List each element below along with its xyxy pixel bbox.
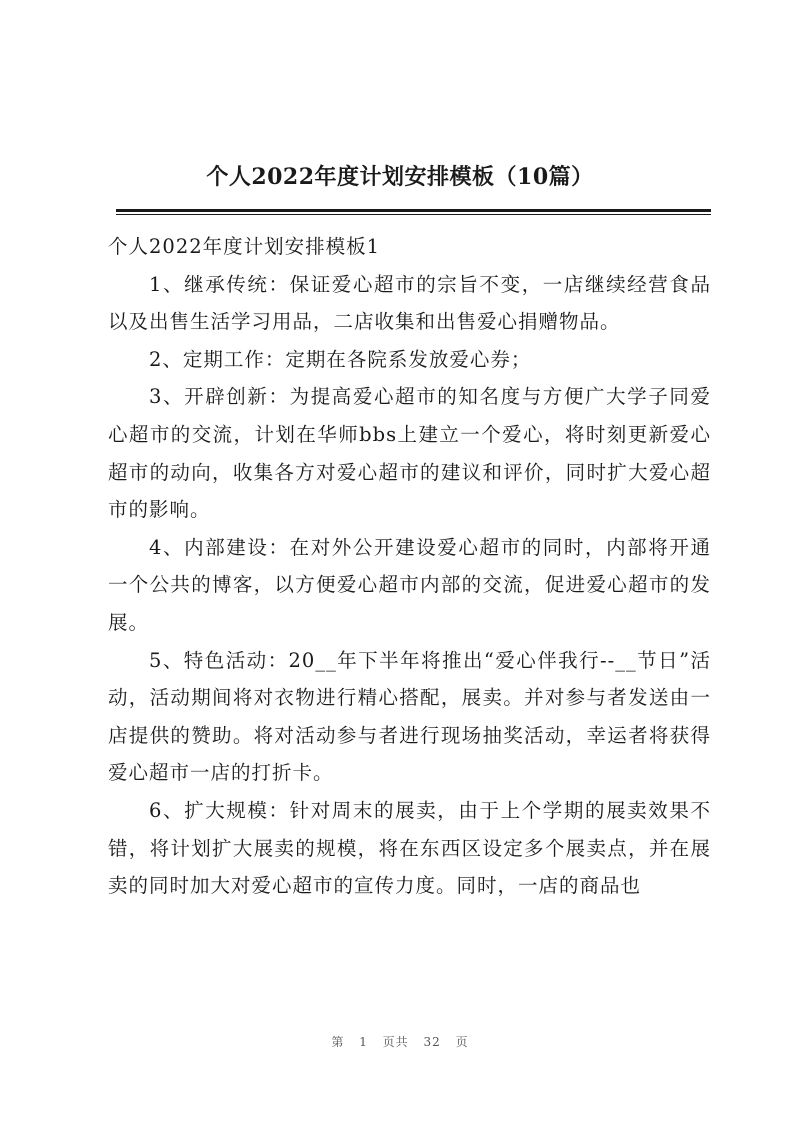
paragraph-4: 4、内部建设：在对外公开建设爱心超市的同时，内部将开通一个公共的博客，以方便爱心超市内部的交流，促进爱心超市的发展。: [108, 535, 711, 634]
title-divider: [116, 209, 711, 212]
paragraph-2: 2、定期工作：定期在各院系发放爱心券；: [149, 347, 532, 371]
document-title: 个人2022年度计划安排模板（10篇）: [206, 164, 594, 190]
page-label-suffix: 页: [455, 1035, 469, 1049]
title-divider-thin: [116, 214, 711, 215]
paragraph-1: 1、继承传统：保证爱心超市的宗旨不变，一店继续经营食品以及出售生活学习用品，二店收集和出售爱心捐赠物品。: [108, 272, 711, 334]
page-footer: [0, 1033, 800, 1050]
section-heading: 个人2022年度计划安排模板1: [108, 235, 381, 258]
page-label-middle: 页共: [382, 1035, 409, 1049]
document-body: [108, 228, 711, 905]
paragraph-6: 6、扩大规模：针对周末的展卖，由于上个学期的展卖效果不错，将计划扩大展卖的规模，将在东西区设定多个展卖点，并在展卖的同时加大对爱心超市的宣传力度。同时，一店的商品也: [108, 798, 711, 898]
page-label-prefix: 第: [331, 1035, 345, 1049]
page-number: 1: [359, 1035, 368, 1049]
paragraph-3: 3、开辟创新：为提高爱心超市的知名度与方便广大学子同爱心超市的交流，计划在华师bbs上建立一个爱心，将时刻更新爱心超市的动向，收集各方对爱心超市的建议和评价，同时扩大爱心超市的影响。: [108, 385, 711, 522]
total-pages: 32: [423, 1035, 441, 1049]
paragraph-5: 5、特色活动：20__年下半年将推出“爱心伴我行--__节日”活动，活动期间将对衣物进行精心搭配，展卖。并对参与者发送由一店提供的赞助。将对活动参与者进行现场抽奖活动，幸运者将获得爱心超市一店的打折卡。: [108, 648, 711, 785]
